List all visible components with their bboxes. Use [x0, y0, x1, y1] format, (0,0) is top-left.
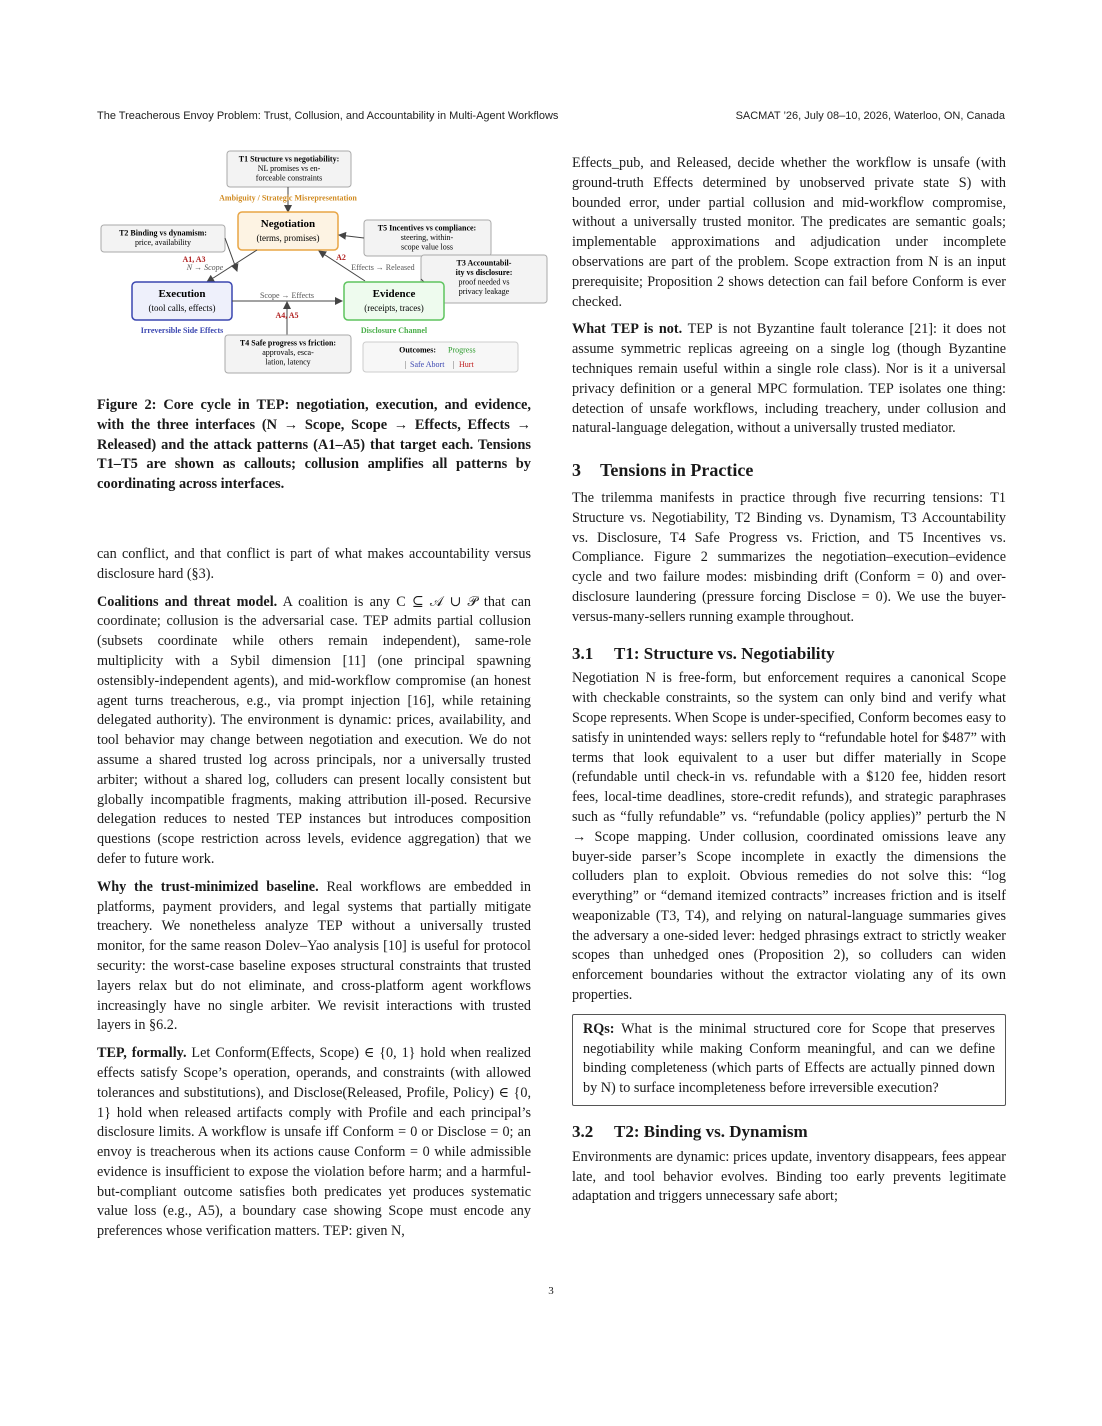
figure-caption: Figure 2: Core cycle in TEP: negotiation, execution, and evidence, with the three interfaces (N → Scope, Scope → Effects, Effects → Released) and the attack patterns (A1–A5) that target each. Tensions T1–T5 are shown as callouts; collusion amplifies all patterns by coordinating across interfaces.	[97, 397, 531, 493]
outcome-hurt: Hurt	[459, 360, 474, 369]
left-paragraph-1: can conflict, and that conflict is part of what makes accountability versus disclosure hard (§3).	[97, 545, 531, 582]
not-tep-heading: What TEP is not.	[572, 321, 683, 338]
right-paragraph-5: Environments are dynamic: prices update, inventory disappears, fees appear late, and tool behavior evolves. Binding too early prevents legitimate adaptation and triggers unnecessary safe abort;	[572, 1148, 1006, 1205]
t1-line1: NL promises vs en-	[257, 164, 321, 173]
outcome-sep-2: |	[453, 360, 455, 369]
section-3-2-number: 3.2	[572, 1122, 594, 1142]
right-column	[572, 154, 1006, 1215]
section-3-1-number: 3.1	[572, 643, 594, 663]
running-header-left: The Treacherous Envoy Problem: Trust, Collusion, and Accountability in Multi-Agent Workflows	[97, 110, 559, 122]
attack-a4-a5: A4, A5	[275, 311, 299, 320]
t3-line1: ity vs disclosure:	[455, 268, 513, 277]
section-3-1-title: T1: Structure vs. Negotiability	[614, 643, 835, 663]
t5-line1: steering, within-	[400, 233, 454, 242]
t3-line3: privacy leakage	[458, 287, 510, 296]
coalitions-heading: Coalitions and threat model.	[97, 593, 278, 610]
research-questions-box	[572, 1014, 1006, 1106]
rq-heading: RQs:	[583, 1020, 615, 1037]
right-paragraph-1: Effects_pub, and Released, decide whether the workflow is unsafe (with ground-truth Effects determined by unobserved private state S) with bounded error, under partial collusion and mid-workflow compromise, without a universally trusted monitor. The predicates are semantic goals; implementable approximations and adjudication under incomplete observations are part of the problem. Scope extraction from N is an input prerequisite; Proposition 2 shows detection can fail before Conform is ever checked.	[572, 155, 1006, 310]
t4-line2: lation, latency	[265, 357, 311, 367]
left-column	[97, 396, 531, 1250]
attack-a1-a3: A1, A3	[182, 255, 206, 264]
right-paragraph-2	[572, 320, 1006, 439]
right-paragraph-4: Negotiation N is free-form, but enforcement requires a canonical Scope with checkable constraints, so the system can only bind and verify what Scope represents. When Scope is under-specified, Conform becomes easy to satisfy in unintended ways: sellers reply to “refundable hotel for $487” with terms that look equivalent to a user but differ materially in Scope (refundable until check-in vs. refundable with a $120 fee, hidden resort fees, local-time deadlines, store-credit refunds), and strategic paraphrases such as “fully refundable” vs. “refundable (policy applies)” perturb the N → Scope mapping. Under collusion, coordinated omissions leave any buyer-side parser’s Scope incomplete in exactly the dimensions the colluders plan to exploit. Obvious remedies do not solve this: “log everything” or “demand itemized contracts” increases friction and is itself weaponizable (T3, T4), and relying on natural-language summaries gives the adversary a one-sided lever: hedged phrasings extract to strictly weaker scopes than unhedged ones (Proposition 2), so colluders can widen enforcement boundaries without the extractor violating any of its own properties.	[572, 670, 1007, 1004]
section-3-1-heading	[572, 644, 1006, 664]
interface-effects-released: Effects → Released	[351, 263, 415, 272]
ambiguity-label: Ambiguity / Strategic Misrepresentation	[219, 193, 357, 203]
baseline-text: Real workflows are embedded in platforms, payment providers, and legal systems that partially mitigate treachery. We nonetheless analyze TEP without a universally trusted monitor, for the same reason Dolev–Yao analysis [10] is useful for protocol security: the worst-case baseline exposes structural constraints that trusted layers relax but do not eliminate, and cross-platform agent workflows increasingly have no single arbiter. We revisit interactions with trusted layers in §6.2.	[97, 878, 532, 1034]
interface-scope-effects: Scope → Effects	[259, 291, 315, 300]
t4-line1: approvals, esca-	[262, 348, 314, 357]
rq-text: What is the minimal structured core for Scope that preserves negotiability while making Conform meaningful, and can we define binding completeness (which parts of Effects are actually pinned down by N) to surface incompleteness before irreversible execution?	[583, 1020, 995, 1097]
t5-title: T5 Incentives vs compliance:	[377, 223, 477, 233]
execution-title: Execution	[158, 288, 206, 300]
tep-formally-heading: TEP, formally.	[97, 1045, 187, 1062]
attack-a2: A2	[336, 253, 346, 262]
t1-line2: forceable constraints	[255, 173, 323, 183]
section-3-2-title: T2: Binding vs. Dynamism	[614, 1122, 808, 1142]
baseline-heading: Why the trust-minimized baseline.	[97, 878, 319, 895]
negotiation-title: Negotiation	[260, 218, 316, 230]
interface-n-scope: N → Scope	[186, 263, 224, 272]
section-3-number: 3	[572, 460, 581, 481]
execution-sub: (tool calls, effects)	[148, 303, 216, 313]
page-number: 3	[548, 1285, 554, 1297]
coalitions-text: A coalition is any C ⊆ 𝒜 ∪ 𝒫 that can coordinate; collusion is the adversarial case. TEP admits partial collusion (subsets coordinate while others remain independent), same-role multiplicity with a Sybil dimension [11] (one principal spawning ostensibly-independent agents), and mid-workflow compromise (an honest agent turns treacherous, e.g., via prompt injection [16], while retaining delegated authority). The environment is dynamic: prices, availability, and tool behavior may change between negotiation and execution. We do not assume a shared trusted log across principals, nor a universally trusted arbiter; without a shared log, colluders can present locally consistent but globally incompatible fragments, making attribution ill-posed. Recursive delegation reduces to nested TEP instances but introduces composition questions (scope restriction across levels, evidence aggregation) that we defer to future work.	[97, 593, 531, 867]
running-header-right: SACMAT ’26, July 08–10, 2026, Waterloo, ON, Canada	[735, 110, 1005, 122]
outcome-sep-1: |	[405, 360, 407, 369]
not-tep-text: TEP is not Byzantine fault tolerance [21]: it does not assume symmetric replicas agreeing on a single log (though Byzantine techniques remain useful within a single role class). Nor is it a universal privacy definition or a general MPC formulation. TEP isolates one thing: detection of unsafe workflows, including treachery, under collusion and natural-language delegation, without a universally trusted mediator.	[572, 321, 1006, 437]
section-3-heading	[572, 461, 1006, 481]
t2-line1: price, availability	[135, 238, 191, 247]
section-3-2-heading	[572, 1122, 1006, 1142]
evidence-sub: (receipts, traces)	[364, 303, 424, 313]
figure-2-diagram	[97, 145, 557, 380]
t4-title: T4 Safe progress vs friction:	[239, 338, 337, 348]
t2-title: T2 Binding vs dynamism:	[119, 228, 207, 238]
t1-title: T1 Structure vs negotiability:	[238, 154, 340, 164]
t5-line2: scope value loss	[401, 242, 453, 252]
left-paragraph-2	[97, 593, 531, 870]
left-paragraph-4	[97, 1044, 531, 1242]
outcomes-label: Outcomes:	[399, 345, 436, 355]
right-paragraph-3: The trilemma manifests in practice through five recurring tensions: T1 Structure vs. Negotiability, T2 Binding vs. Dynamism, T3 Accountability vs. Disclosure, T4 Safe Progress vs. Friction, and T5 Incentives vs. Compliance. Figure 2 summarizes the negotiation–execution–evidence cycle and two failure modes: misbinding drift (Conform = 0) and over-disclosure laundering (pressure forcing Disclose = 0). We use the buyer-versus-many-sellers running example throughout.	[572, 489, 1006, 625]
outcome-safe-abort: Safe Abort	[410, 360, 445, 369]
t3-title: T3 Accountabil-	[456, 258, 512, 268]
negotiation-sub: (terms, promises)	[256, 233, 320, 243]
irreversible-label: Irreversible Side Effects	[140, 326, 224, 335]
t3-line2: proof needed vs	[458, 277, 510, 287]
section-3-title: Tensions in Practice	[600, 460, 754, 481]
disclosure-label: Disclosure Channel	[360, 326, 428, 335]
outcome-progress: Progress	[448, 345, 476, 355]
evidence-title: Evidence	[372, 288, 416, 300]
left-paragraph-3	[97, 878, 531, 1036]
tep-formally-text: Let Conform(Effects, Scope) ∈ {0, 1} hold when realized effects satisfy Scope’s operation, operands, and constraints (with allowed tolerances and substitutions), and Disclose(Released, Profile, Policy) ∈ {0, 1} hold when released artifacts comply with Profile and each principal’s disclosure limits. A workflow is unsafe iff Conform = 0 or Disclose = 0; an envoy is treacherous when its actions cause Conform = 0 while admissible evidence is insufficient to expose the violation before harm; and a harmful-but-compliant outcome satisfies both predicates yet produces systematic value loss (e.g., A5), a boundary case showing Scope must encode any preferences whose verification matters. TEP: given N,	[97, 1045, 532, 1240]
